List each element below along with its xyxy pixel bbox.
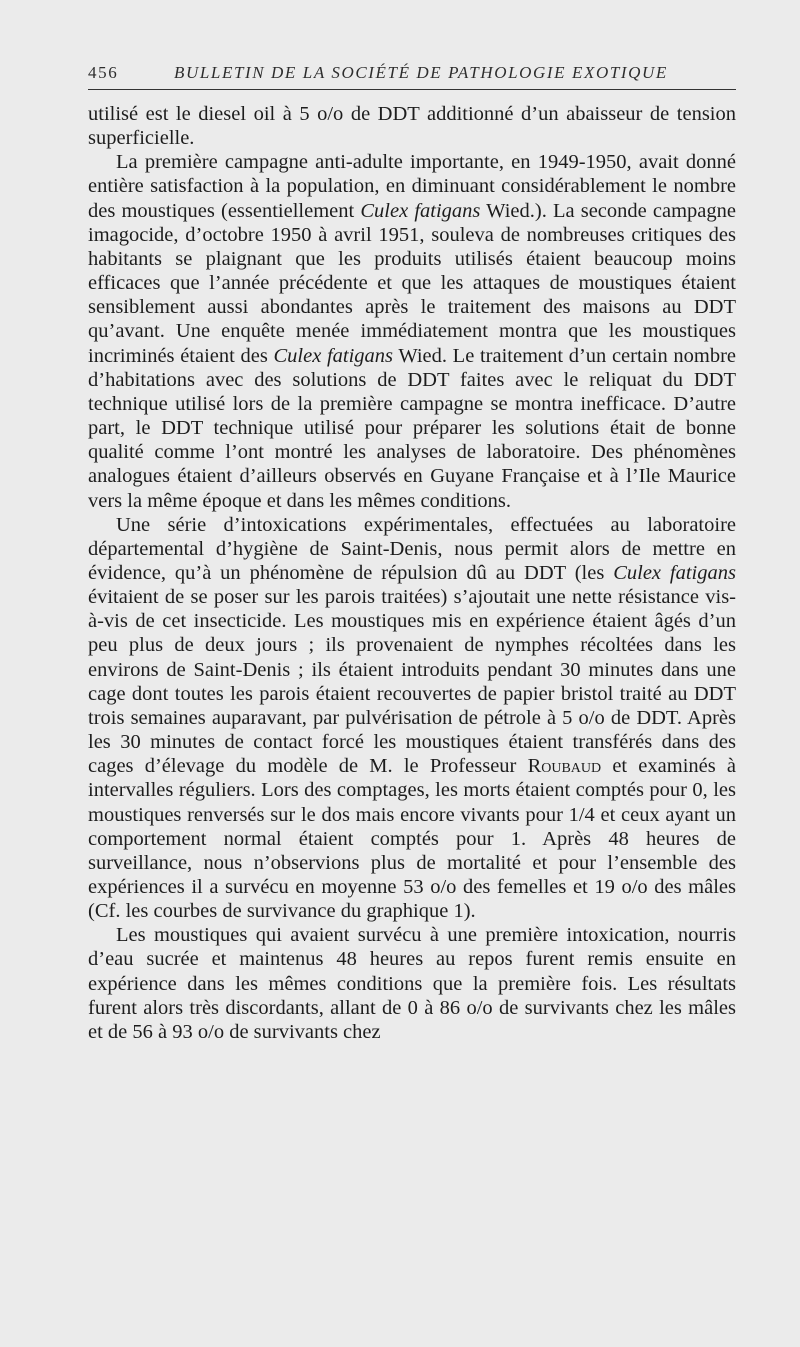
author-name: Roubaud xyxy=(527,755,602,778)
body-text xyxy=(88,102,736,1044)
header-rule xyxy=(88,89,736,90)
paragraph-2 xyxy=(88,150,736,512)
species-name: Culex fatigans xyxy=(273,344,394,367)
page-number: 456 xyxy=(88,63,119,82)
paragraph-2-part-a: La première campagne anti-adulte importante, en 1949-1950, avait donné entière satisfaction à la population, en diminuant considérablement le nombre des moustiques (essentiellement xyxy=(88,151,736,222)
paragraph-4-text: Les moustiques qui avaient survécu à une première intoxication, nourris d’eau sucrée et maintenus 48 heures au repos furent remis ensuite en expérience dans les mêmes conditions que la première fois. Les résultats furent alors très discordants, allant de 0 à 86 o/o de survivants chez les mâles et de 56 à 93 o/o de survivants chez xyxy=(88,924,736,1043)
paragraph-4 xyxy=(88,923,736,1044)
running-header xyxy=(88,61,736,87)
journal-title: BULLETIN DE LA SOCIÉTÉ DE PATHOLOGIE EXOTIQUE xyxy=(174,63,668,82)
species-name: Culex fatigans xyxy=(613,561,736,584)
paragraph-2-part-b: Wied.). La seconde campagne imagocide, d’octobre 1950 à avril 1951, souleva de nombreuses critiques des habitants se plaignant que les produits utilisés étaient beaucoup moins efficaces que l’année précédente et que les attaques de moustiques étaient sensiblement aussi abondantes après le traitement des maisons au DDT qu’avant. Une enquête menée immédiatement montra que les moustiques incriminés étaient des xyxy=(88,199,736,367)
paragraph-1-text: utilisé est le diesel oil à 5 o/o de DDT additionné d’un abaisseur de tension superficielle. xyxy=(88,103,736,150)
species-name: Culex fatigans xyxy=(360,199,481,222)
paragraph-3-part-a: Une série d’intoxications expérimentales, effectuées au laboratoire départemental d’hygiène de Saint-Denis, nous permit alors de mettre en évidence, qu’à un phénomène de répulsion dû au DDT (les xyxy=(88,513,736,584)
paragraph-2-part-c: Wied. Le traitement d’un certain nombre d’habitations avec des solutions de DDT faites avec le reliquat du DDT technique utilisé lors de la première campagne se montra inefficace. D’autre part, le DDT technique utilisé pour préparer les solutions était de bonne qualité comme l’ont montré les analyses de laboratoire. Des phénomènes analogues étaient d’ailleurs observés en Guyane Française et à l’Ile Maurice vers la même époque et dans les mêmes conditions. xyxy=(88,344,736,512)
paragraph-3-part-c: et examinés à intervalles réguliers. Lors des comptages, les morts étaient comptés pour 0, les moustiques renversés sur le dos mais encore vivants pour 1/4 et ceux ayant un comportement normal étaient comptés pour 1. Après 48 heures de surveillance, nous n’observions plus de mortalité et pour l’ensemble des expériences il a survécu en moyenne 53 o/o des femelles et 19 o/o des mâles (Cf. les courbes de survivance du graphique 1). xyxy=(88,755,737,923)
paragraph-1 xyxy=(88,102,736,150)
paragraph-3 xyxy=(88,513,736,924)
paragraph-3-part-b: évitaient de se poser sur les parois traitées) s’ajoutait une nette résistance vis-à-vis de cet insecticide. Les moustiques mis en expérience étaient âgés d’un peu plus de deux jours ; ils provenaient de nymphes récoltées dans les environs de Saint-Denis ; ils étaient introduits pendant 30 minutes dans une cage dont toutes les parois étaient recouvertes de papier bristol traité au DDT trois semaines auparavant, par pulvérisation de pétrole à 5 o/o de DDT. Après les 30 minutes de contact forcé les moustiques étaient transférés dans des cages d’élevage du modèle de M. le Professeur xyxy=(88,586,736,778)
